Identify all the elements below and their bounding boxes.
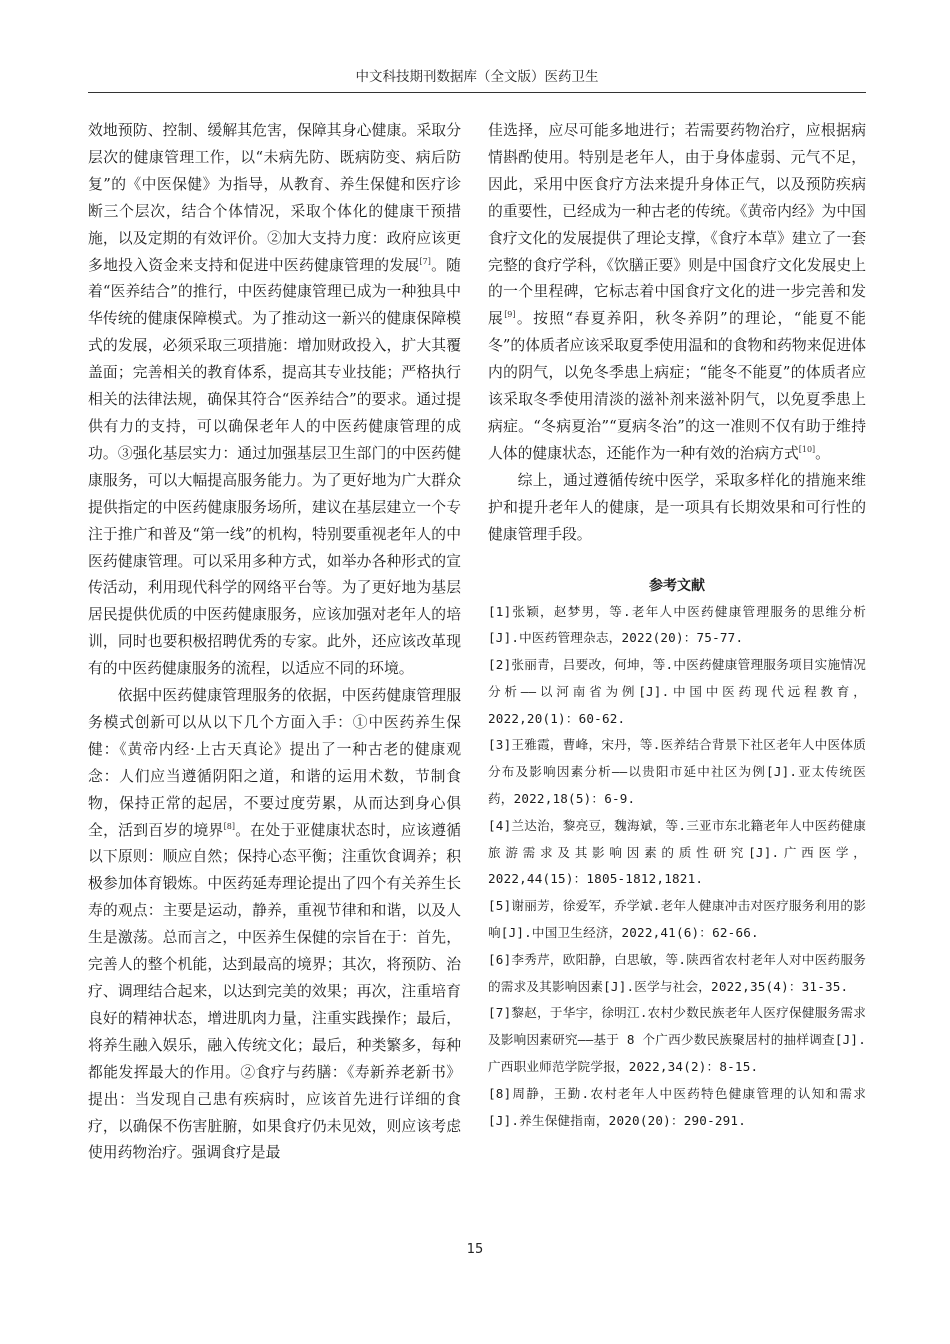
paragraph-text: 。按照“春夏养阳，秋冬养阴”的理论，“能夏不能冬”的体质者应该采取夏季使用温和的食物和药物来促进体内的阴气，以免冬季患上病症；“能冬不能夏”的体质者应该采取冬季使用清淡的滋补剂来滋补阴气，以免夏季患上病症。“冬病夏治”“夏病冬治”的这一准则不仅有助于维持人体的健康状态，还能作为一种有效的治病方式 bbox=[488, 310, 866, 462]
paragraph-text: 。 bbox=[815, 444, 830, 462]
conclusion-paragraph: 综上，通过遵循传统中医学，采取多样化的措施来维护和提升老年人的健康，是一项具有长期效果和可行性的健康管理手段。 bbox=[488, 471, 866, 543]
paragraph bbox=[488, 118, 866, 468]
page-number: 15 bbox=[466, 1242, 484, 1257]
citation-marker: [10] bbox=[798, 444, 816, 454]
references-title: 参考文献 bbox=[649, 577, 705, 594]
right-column bbox=[488, 118, 866, 1134]
paragraph-text: 佳选择，应尽可能多地进行；若需要药物治疗，应根据病情斟酌使用。特别是老年人，由于身体虚弱、元气不足，因此，采用中医食疗方法来提升身体正气，以及预防疾病的重要性，已经成为一种古老的传统。《黄帝内经》为中国食疗文化的发展提供了理论支撑，《食疗本草》建立了一套完整的食疗学科，《饮膳正要》则是中国食疗文化发展史上的一个里程碑，它标志着中国食疗文化的进一步完善和发展 bbox=[488, 122, 866, 328]
reference-item: [8]周静，王勤.农村老年人中医药特色健康管理的认知和需求[J].养生保健指南，2020(20)：290-291. bbox=[488, 1085, 866, 1128]
references-section bbox=[488, 573, 866, 1135]
reference-item: [5]谢丽芳，徐爱军，乔学斌.老年人健康冲击对医疗服务利用的影响[J].中国卫生经济，2022,41(6)：62-66. bbox=[488, 898, 866, 941]
paragraph bbox=[88, 683, 461, 1167]
reference-item: [6]李秀芹，欧阳静，白思敏，等.陕西省农村老年人对中医药服务的需求及其影响因素[J].医学与社会，2022,35(4)：31-35. bbox=[488, 951, 866, 994]
paragraph-text: 依据中医药健康管理服务的依据，中医药健康管理服务模式创新可以从以下几个方面入手：①中医药养生保健：《黄帝内经·上古天真论》提出了一种古老的健康观念：人们应当遵循阴阳之道，和谐的运用术数，节制食物，保持正常的起居，不要过度劳累，从而达到身心俱全，活到百岁的境界 bbox=[88, 687, 461, 839]
reference-item: [3]王雅霞，曹峰，宋丹，等.医养结合背景下社区老年人中医体质分布及影响因素分析——以贵阳市延中社区为例[J].亚太传统医药，2022,18(5)：6-9. bbox=[488, 737, 866, 807]
citation-marker: [8] bbox=[223, 821, 235, 831]
paragraph-text: 效地预防、控制、缓解其危害，保障其身心健康。采取分层次的健康管理工作，以“未病先防、既病防变、病后防复”的《中医保健》为指导，从教育、养生保健和医疗诊断三个层次，结合个体情况，采取个体化的健康干预措施，以及定期的有效评价。②加大支持力度：政府应该更多地投入资金来支持和促进中医药健康管理的发展 bbox=[88, 122, 461, 274]
running-header: 中文科技期刊数据库（全文版）医药卫生 bbox=[355, 69, 599, 85]
left-column bbox=[88, 118, 461, 1167]
header-rule bbox=[88, 92, 866, 93]
paragraph bbox=[88, 118, 461, 683]
section-gap bbox=[488, 549, 866, 573]
reference-item: [7]黎赵，于华宇，徐明江.农村少数民族老年人医疗保健服务需求及影响因素研究——基于 8 个广西少数民族聚居村的抽样调查[J].广西职业师范学院学报，2022,34(2)：8-15. bbox=[488, 1005, 866, 1075]
reference-item: [2]张丽青，吕要改，何坤，等.中医药健康管理服务项目实施情况分析——以河南省为例[J].中国中医药现代远程教育，2022,20(1)：60-62. bbox=[488, 657, 866, 726]
reference-item: [4]兰达治，黎亮豆，魏海斌，等.三亚市东北籍老年人中医药健康旅游需求及其影响因素的质性研究[J].广西医学，2022,44(15)：1805-1812,1821. bbox=[488, 817, 866, 887]
citation-marker: [7] bbox=[419, 256, 431, 266]
paragraph-text: 。在处于亚健康状态时，应该遵循以下原则：顺应自然；保持心态平衡；注重饮食调养；积极参加体育锻炼。中医药延寿理论提出了四个有关养生长寿的观点：主要是运动，静养，重视节律和和谐，以及人生是激荡。总而言之，中医养生保健的宗旨在于：首先，完善人的整个机能，达到最高的境界；其次，将预防、治疗、调理结合起来，以达到完美的效果；再次，注重培育良好的精神状态，增进肌肉力量，注重实践操作；最后，将养生融入娱乐，融入传统文化；最后，种类繁多，每种都能发挥最大的作用。②食疗与药膳：《寿新养老新书》提出：当发现自己患有疾病时，应该首先进行详细的食疗，以确保不伤害脏腑，如果食疗仍未见效，则应该考虑使用药物治疗。强调食疗是最 bbox=[88, 821, 461, 1162]
paragraph-text: 。随着“医养结合”的推行，中医药健康管理已成为一种独具中华传统的健康保障模式。为了推动这一新兴的健康保障模式的发展，必须采取三项措施：增加财政投入，扩大其覆盖面；完善相关的教育体系，提高其专业技能；严格执行相关的法律法规，确保其符合“医养结合”的要求。通过提供有力的支持，可以确保老年人的中医药健康管理的成功。③强化基层实力：通过加强基层卫生部门的中医药健康服务，可以大幅提高服务能力。为了更好地为广大群众提供指定的中医药健康服务场所，建议在基层建立一个专注于推广和普及“第一线”的机构，特别要重视老年人的中医药健康管理。可以采用多种方式，如举办各种形式的宣传活动，利用现代科学的网络平台等。为了更好地为基层居民提供优质的中医药健康服务，应该加强对老年人的培训，同时也要积极招聘优秀的专家。此外，还应该改革现有的中医药健康服务的流程，以适应不同的环境。 bbox=[88, 256, 461, 678]
reference-item: [1]张颖，赵梦男，等.老年人中医药健康管理服务的思维分析[J].中医药管理杂志，2022(20)：75-77. bbox=[488, 603, 866, 646]
citation-marker: [9] bbox=[504, 310, 516, 320]
